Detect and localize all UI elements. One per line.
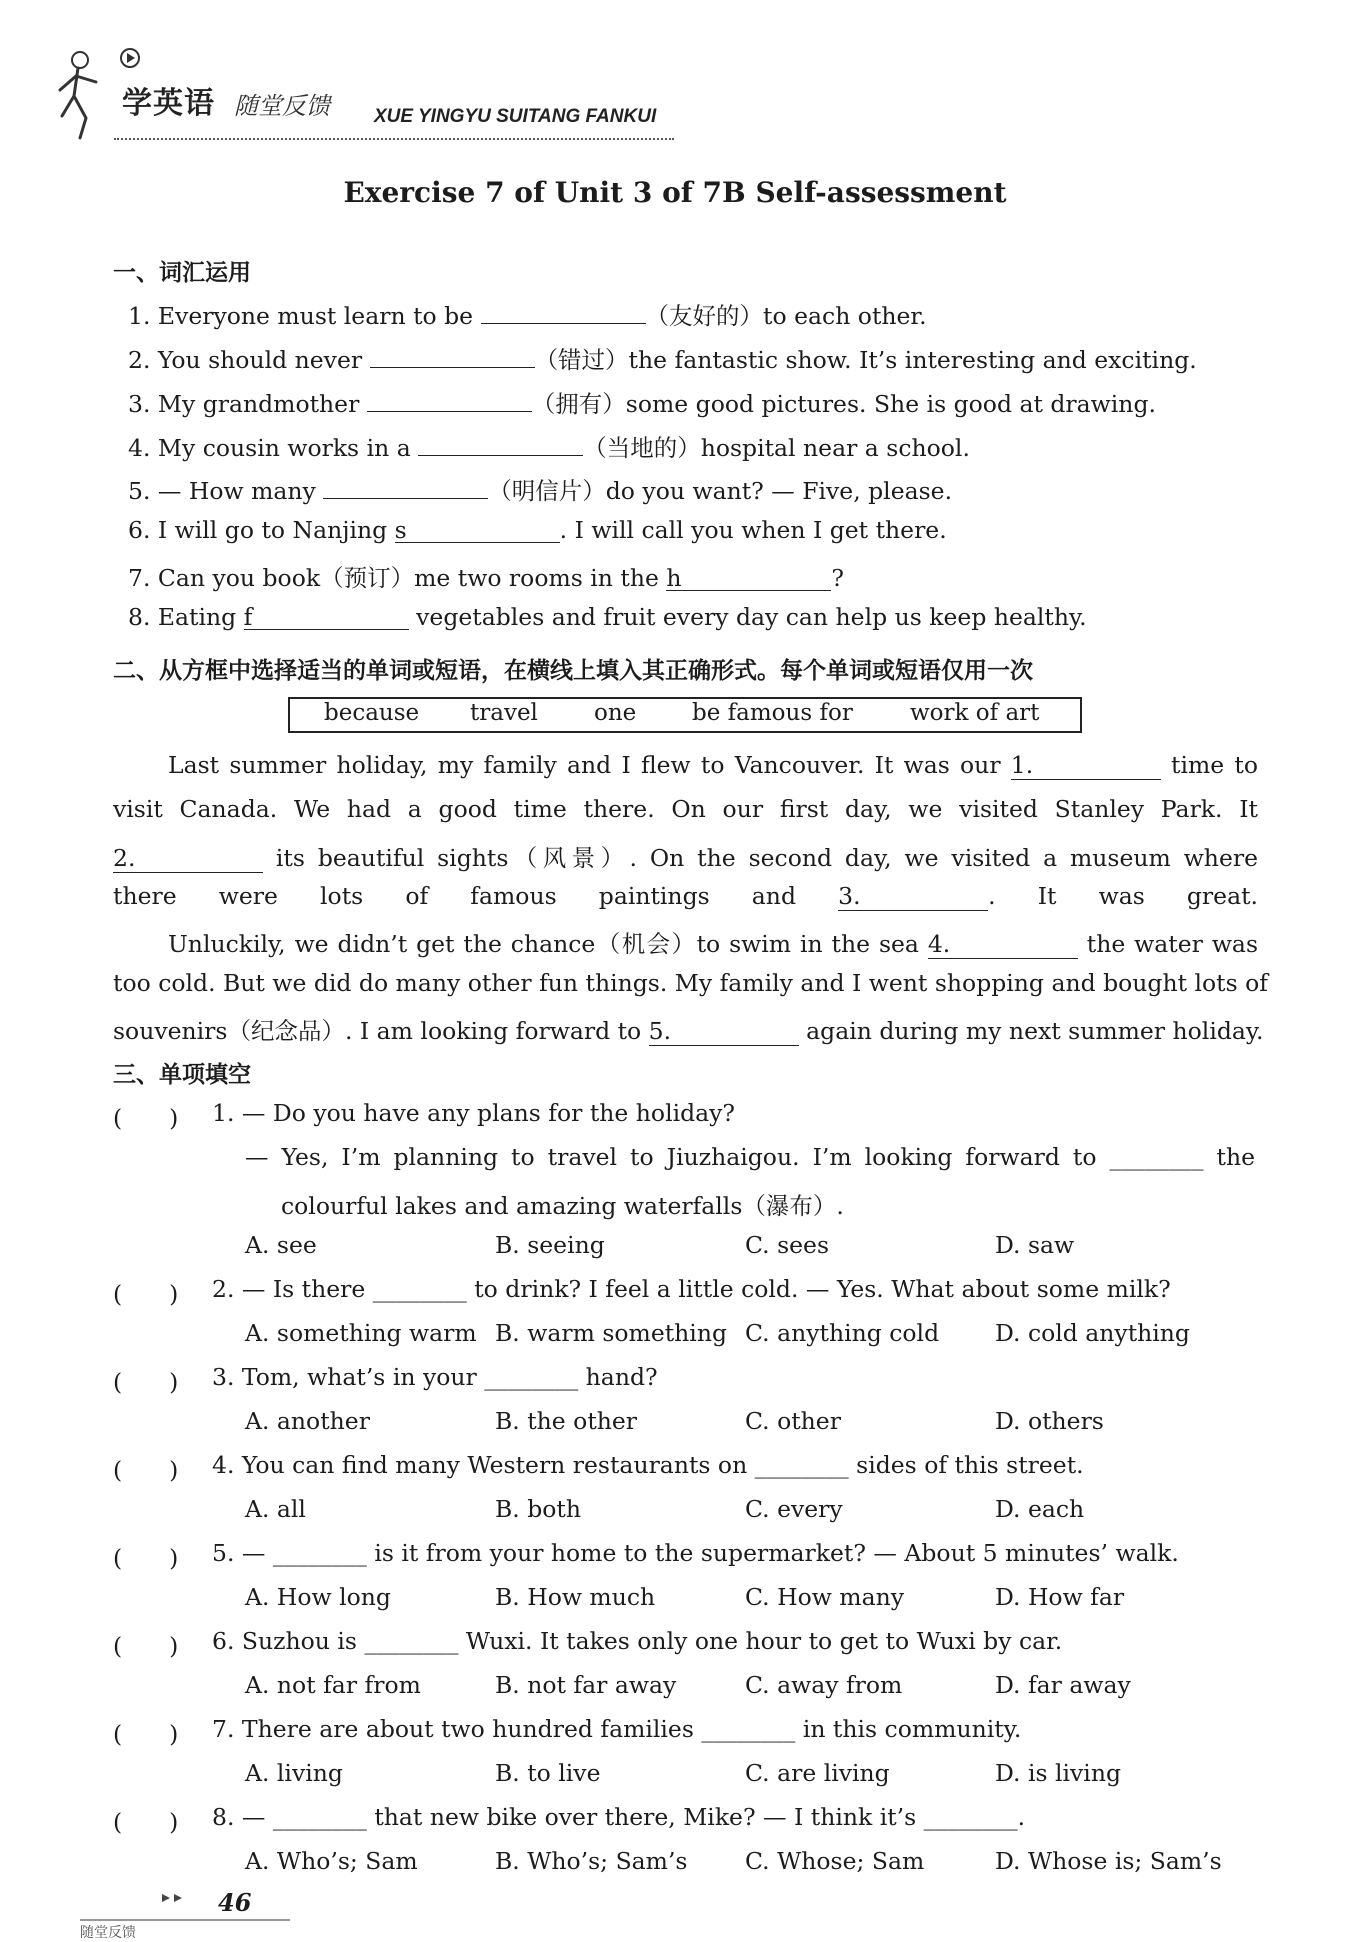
option-d[interactable]: D. Whose is; Sam’s [995, 1847, 1222, 1875]
vocab-item-text: 4. My cousin works in a [128, 434, 419, 462]
answer-blank[interactable]: s [395, 516, 560, 543]
option-a[interactable]: A. How long [245, 1583, 391, 1611]
word-box-item: be famous for [692, 700, 853, 726]
option-b[interactable]: B. both [495, 1495, 581, 1523]
vocab-item-text: 1. Everyone must learn to be [128, 302, 481, 330]
question-line: 7. There are about two hundred families ________ in this community. [212, 1715, 1022, 1743]
vocab-item-hint: vegetables and fruit every day can help us keep healthy. [408, 603, 1087, 631]
option-b[interactable]: B. to live [495, 1759, 601, 1787]
option-d[interactable]: D. saw [995, 1231, 1075, 1259]
passage-text: there were lots of famous paintings and [113, 882, 839, 910]
passage-line [168, 751, 1258, 780]
passage-blank[interactable]: 5. [649, 1017, 799, 1046]
brand-chinese: 学英语 [122, 86, 215, 121]
option-a[interactable]: A. see [245, 1231, 317, 1259]
question-line: — Yes, I’m planning to travel to Jiuzhaigou. I’m looking forward to ________ the [245, 1143, 1255, 1171]
option-d[interactable]: D. cold anything [995, 1319, 1190, 1347]
passage-text: the water was [1077, 930, 1259, 958]
footer-label: 随堂反馈 [80, 1925, 136, 1941]
question-line: 8. — ________ that new bike over there, Mike? — I think it’s ________. [212, 1803, 1026, 1831]
passage-text: too cold. But we did do many other fun things. My family and I went shopping and bought lots of [113, 969, 1268, 997]
option-c[interactable]: C. Whose; Sam [745, 1847, 925, 1875]
option-b[interactable]: B. How much [495, 1583, 656, 1611]
passage-text: again during my next summer holiday. [798, 1017, 1264, 1045]
answer-bracket[interactable]: ( ) [113, 1544, 179, 1572]
word-box-item: because [324, 700, 420, 726]
option-b[interactable]: B. warm something [495, 1319, 727, 1347]
vocab-item-text: 5. — How many [128, 477, 324, 505]
vocab-item [128, 385, 1156, 419]
question-line: 1. — Do you have any plans for the holiday? [212, 1099, 736, 1127]
section-3-heading: 三、单项填空 [113, 1062, 251, 1088]
option-d[interactable]: D. is living [995, 1759, 1121, 1787]
option-a[interactable]: A. Who’s; Sam [245, 1847, 418, 1875]
passage-blank[interactable]: 4. [928, 930, 1078, 959]
answer-blank[interactable] [481, 297, 646, 324]
passage-text: Unluckily, we didn’t get the chance（机会）to swim in the sea [168, 930, 928, 958]
vocab-item-hint: . I will call you when I get there. [559, 516, 947, 544]
page-header [52, 46, 672, 146]
question-line: 6. Suzhou is ________ Wuxi. It takes only one hour to get to Wuxi by car. [212, 1627, 1063, 1655]
passage-line [113, 795, 1258, 823]
option-a[interactable]: A. another [245, 1407, 370, 1435]
passage-line [113, 839, 1258, 873]
vocab-item [128, 297, 927, 331]
brand-chinese-subtitle: 随堂反馈 [234, 92, 330, 120]
answer-blank[interactable] [323, 472, 488, 499]
word-box [288, 697, 1082, 733]
vocab-item-text: 8. Eating [128, 603, 244, 631]
option-c[interactable]: C. How many [745, 1583, 905, 1611]
answer-bracket[interactable]: ( ) [113, 1808, 179, 1836]
question-line: 5. — ________ is it from your home to the supermarket? — About 5 minutes’ walk. [212, 1539, 1179, 1567]
vocab-item-hint: （友好的）to each other. [645, 302, 927, 330]
answer-bracket[interactable]: ( ) [113, 1368, 179, 1396]
option-c[interactable]: C. sees [745, 1231, 830, 1259]
question-line: 4. You can find many Western restaurants on ________ sides of this street. [212, 1451, 1084, 1479]
passage-text: souvenirs（纪念品）. I am looking forward to [113, 1017, 649, 1045]
section-1-heading: 一、词汇运用 [113, 260, 251, 286]
option-d[interactable]: D. each [995, 1495, 1085, 1523]
answer-blank[interactable]: h [666, 564, 831, 591]
vocab-item [128, 429, 970, 463]
option-a[interactable]: A. something warm [245, 1319, 477, 1347]
passage-line [113, 969, 1268, 997]
vocab-item-hint: （错过）the fantastic show. It’s interesting and exciting. [534, 346, 1197, 374]
answer-blank[interactable] [367, 385, 532, 412]
option-b[interactable]: B. the other [495, 1407, 638, 1435]
option-a[interactable]: A. not far from [245, 1671, 421, 1699]
vocab-item [128, 341, 1197, 375]
answer-bracket[interactable]: ( ) [113, 1104, 179, 1132]
passage-text: . It was great. [988, 882, 1258, 910]
page-title: Exercise 7 of Unit 3 of 7B Self-assessment [343, 176, 1007, 209]
option-c[interactable]: C. away from [745, 1671, 903, 1699]
answer-blank[interactable]: f [244, 603, 409, 630]
vocab-item [128, 516, 947, 544]
answer-bracket[interactable]: ( ) [113, 1720, 179, 1748]
option-c[interactable]: C. are living [745, 1759, 890, 1787]
vocab-item-hint: ? [831, 564, 844, 592]
answer-bracket[interactable]: ( ) [113, 1632, 179, 1660]
question-line: 3. Tom, what’s in your ________ hand? [212, 1363, 658, 1391]
passage-line [168, 925, 1258, 959]
answer-blank[interactable] [370, 341, 535, 368]
option-c[interactable]: C. other [745, 1407, 841, 1435]
brand-english: XUE YINGYU SUITANG FANKUI [374, 106, 657, 127]
option-d[interactable]: D. far away [995, 1671, 1131, 1699]
vocab-item [128, 472, 952, 506]
option-d[interactable]: D. others [995, 1407, 1104, 1435]
vocab-item [128, 603, 1087, 631]
option-d[interactable]: D. How far [995, 1583, 1125, 1611]
option-b[interactable]: B. not far away [495, 1671, 677, 1699]
word-box-item: one [594, 700, 637, 726]
answer-bracket[interactable]: ( ) [113, 1280, 179, 1308]
passage-blank[interactable]: 1. [1011, 751, 1161, 780]
vocab-item-hint: （当地的）hospital near a school. [583, 434, 970, 462]
word-box-item: work of art [910, 700, 1040, 726]
page-number: 46 [218, 1888, 252, 1917]
option-c[interactable]: C. every [745, 1495, 843, 1523]
passage-blank[interactable]: 2. [113, 844, 263, 873]
option-a[interactable]: A. all [245, 1495, 306, 1523]
section-2-heading: 二、从方框中选择适当的单词或短语，在横线上填入其正确形式。每个单词或短语仅用一次 [113, 658, 1033, 684]
answer-blank[interactable] [418, 429, 583, 456]
word-box-item: travel [470, 700, 538, 726]
vocab-item-hint: （拥有）some good pictures. She is good at drawing. [531, 390, 1156, 418]
option-b[interactable]: B. seeing [495, 1231, 605, 1259]
question-line: colourful lakes and amazing waterfalls（瀑布）. [281, 1192, 844, 1220]
vocab-item-text: 3. My grandmother [128, 390, 367, 418]
vocab-item-text: 7. Can you book（预订）me two rooms in the [128, 564, 667, 592]
answer-bracket[interactable]: ( ) [113, 1456, 179, 1484]
passage-line [113, 1012, 1264, 1046]
passage-text: time to [1160, 751, 1259, 779]
option-b[interactable]: B. Who’s; Sam’s [495, 1847, 688, 1875]
passage-text: Last summer holiday, my family and I flew to Vancouver. It was our [168, 751, 1011, 779]
header-divider [114, 138, 674, 140]
question-line: 2. — Is there ________ to drink? I feel a little cold. — Yes. What about some milk? [212, 1275, 1171, 1303]
vocab-item-hint: （明信片）do you want? — Five, please. [488, 477, 953, 505]
passage-line [113, 882, 1258, 911]
option-a[interactable]: A. living [245, 1759, 343, 1787]
vocab-item-text: 2. You should never [128, 346, 370, 374]
vocab-item-text: 6. I will go to Nanjing [128, 516, 395, 544]
passage-blank[interactable]: 3. [838, 882, 988, 911]
option-c[interactable]: C. anything cold [745, 1319, 940, 1347]
vocab-item [128, 559, 844, 593]
passage-text: its beautiful sights（风景）. On the second day, we visited a museum where [263, 844, 1258, 872]
passage-text: visit Canada. We had a good time there. On our first day, we visited Stanley Park. It [113, 795, 1258, 823]
